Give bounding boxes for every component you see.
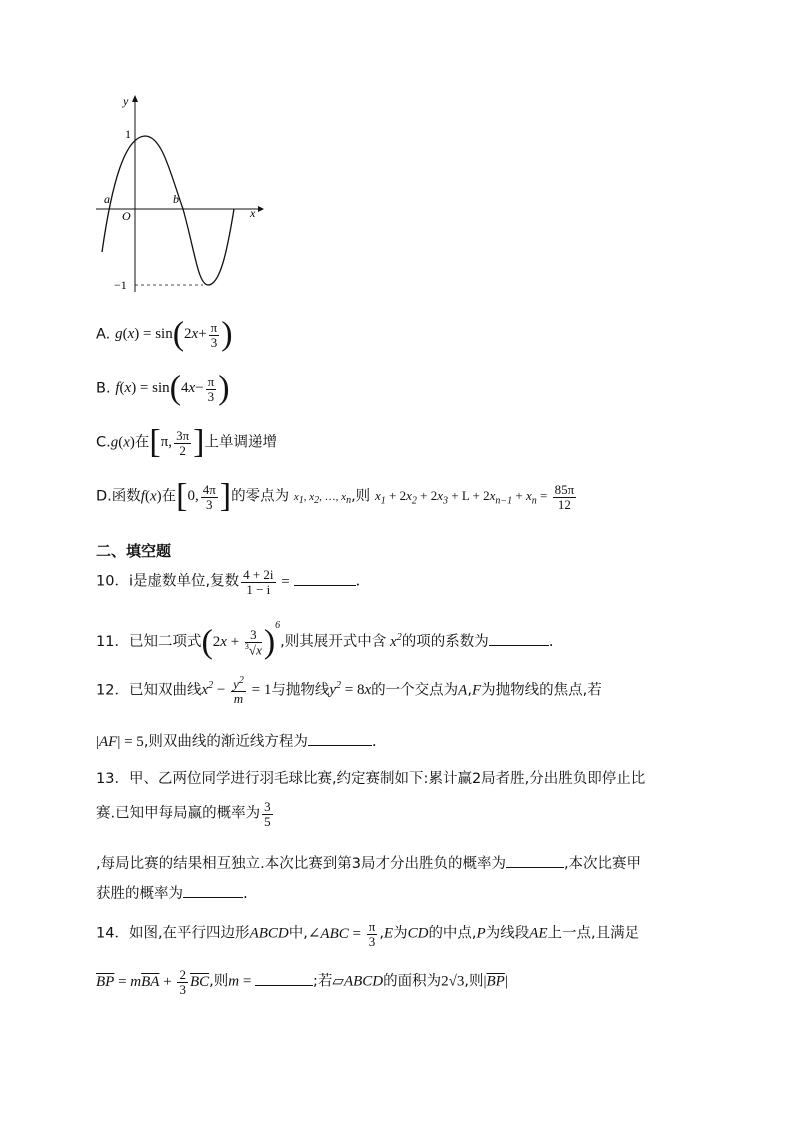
- question-13-line1: 13．甲、乙两位同学进行羽毛球比赛,约定赛制如下:累计赢2局者胜,分出胜负即停止比: [96, 771, 646, 787]
- option-b-label: B.: [96, 380, 111, 397]
- option-d: D.函数f(x)在[0, $\frac{4\pi}{3}$ ]的零点为 $x_1$, $x_2$, …, $x_n$,则 $x_1 + 2x_2 + 2x_3 + L + 2x_{n-1} + x_n$ = $\frac{85\pi}{12}$: [96, 480, 578, 514]
- q11-binomial: (2x + $\frac{3}{^3√x}$ )$^6$: [201, 620, 281, 661]
- question-13-line2: 赛.已知甲每局赢的概率为 $\frac{3}{5}$: [96, 800, 275, 828]
- question-11: 11．已知二项式(2x + $\frac{3}{^3√x}$ )$^6$,则其展开式中含 $x^2$的项的系数为 .: [96, 620, 554, 661]
- q14-angle: ∠ABC = $\frac{\pi}{3}$: [307, 919, 376, 949]
- tick-label-neg1: −1: [114, 278, 127, 292]
- question-14-line2: $\overline{BP} = m\overline{BA}$ + $\frac{2}{3}$ $\overline{BC}$,则m = ;若▱ABCD的面积为2√3,则$|\overline{BP}|$: [96, 967, 508, 997]
- option-a: [96, 318, 233, 352]
- option-c: C.g(x)在[π, $\frac{3\pi}{2}$ ]上单调递增: [96, 424, 277, 461]
- q10-fraction: $\frac{4 + 2i}{1 - i}$ =: [243, 567, 294, 597]
- q10-answer-blank[interactable]: [294, 584, 356, 586]
- option-d-zeros: $x_1$, $x_2$, …, $x_n$: [293, 491, 352, 507]
- option-b: [96, 372, 230, 406]
- question-13-line3: ,每局比赛的结果相互独立.本次比赛到第3局才分出胜负的概率为 ,本次比赛甲: [96, 856, 642, 872]
- q14-area: 2√3: [441, 973, 465, 990]
- x-axis-arrow: [258, 206, 264, 212]
- point-a-label: a: [104, 192, 110, 206]
- y-axis-label: y: [123, 94, 129, 108]
- option-c-interval: [π, $\frac{3\pi}{2}$ ]: [149, 424, 205, 461]
- question-12: 12．已知双曲线$x^2$ − $\frac{y^2}{m}$ = 1与抛物线$y^2 = 8x$的一个交点为A,F为抛物线的焦点,若: [96, 675, 602, 706]
- option-c-label: C.: [96, 434, 111, 451]
- q14-vector-eq: $\overline{BP} = m\overline{BA}$ + $\frac{2}{3}$ $\overline{BC}$: [96, 967, 210, 997]
- option-d-sum: $x_1 + 2x_2 + 2x_3 + L + 2x_{n-1} + x_n$ = $\frac{85\pi}{12}$: [374, 482, 575, 512]
- question-13-line4: 获胜的概率为 .: [96, 884, 248, 902]
- y-axis-arrow: [132, 95, 138, 102]
- q13-probability: $\frac{3}{5}$: [264, 799, 271, 829]
- q12-af-length: |AF| = 5: [96, 734, 144, 750]
- q14-bp-magnitude: $|\overline{BP}|$: [483, 973, 508, 990]
- q11-answer-blank[interactable]: [489, 644, 549, 646]
- option-a-label: A.: [96, 326, 111, 343]
- point-b-label: b: [173, 192, 179, 206]
- option-d-interval: [0, $\frac{4\pi}{3}$ ]: [176, 478, 232, 515]
- x-axis-label: x: [250, 206, 256, 220]
- question-12-line2: |AF| = 5,则双曲线的渐近线方程为 .: [96, 732, 377, 750]
- option-b-formula: f(x) = sin(4x− $\frac{\pi}{3}$ ): [115, 370, 230, 407]
- tick-label-1: 1: [125, 127, 131, 141]
- option-c-func: g(x): [110, 434, 135, 451]
- q13-answer-blank-1[interactable]: [506, 866, 564, 868]
- q12-answer-blank[interactable]: [308, 744, 372, 746]
- question-10: 10．i是虚数单位,复数 $\frac{4 + 2i}{1 - i}$ = .: [96, 567, 361, 597]
- origin-label: O: [122, 209, 131, 223]
- option-a-formula: g(x) = sin(2x+ $\frac{\pi}{3}$ ): [115, 316, 233, 353]
- q12-hyperbola: $x^2$ − $\frac{y^2}{m}$ = 1: [201, 675, 272, 706]
- sine-graph-figure: [90, 92, 270, 302]
- question-14: 14．如图,在平行四边形ABCD中,∠ABC = $\frac{\pi}{3}$ ,E为CD的中点,P为线段AE上一点,且满足: [96, 919, 640, 949]
- q12-parabola: $y^2 = 8x$: [329, 680, 372, 699]
- q14-answer-blank-1[interactable]: [255, 984, 313, 986]
- section-title: 二、填空题: [96, 542, 172, 560]
- q13-answer-blank-2[interactable]: [183, 896, 243, 898]
- option-d-label: D.函数: [96, 488, 141, 505]
